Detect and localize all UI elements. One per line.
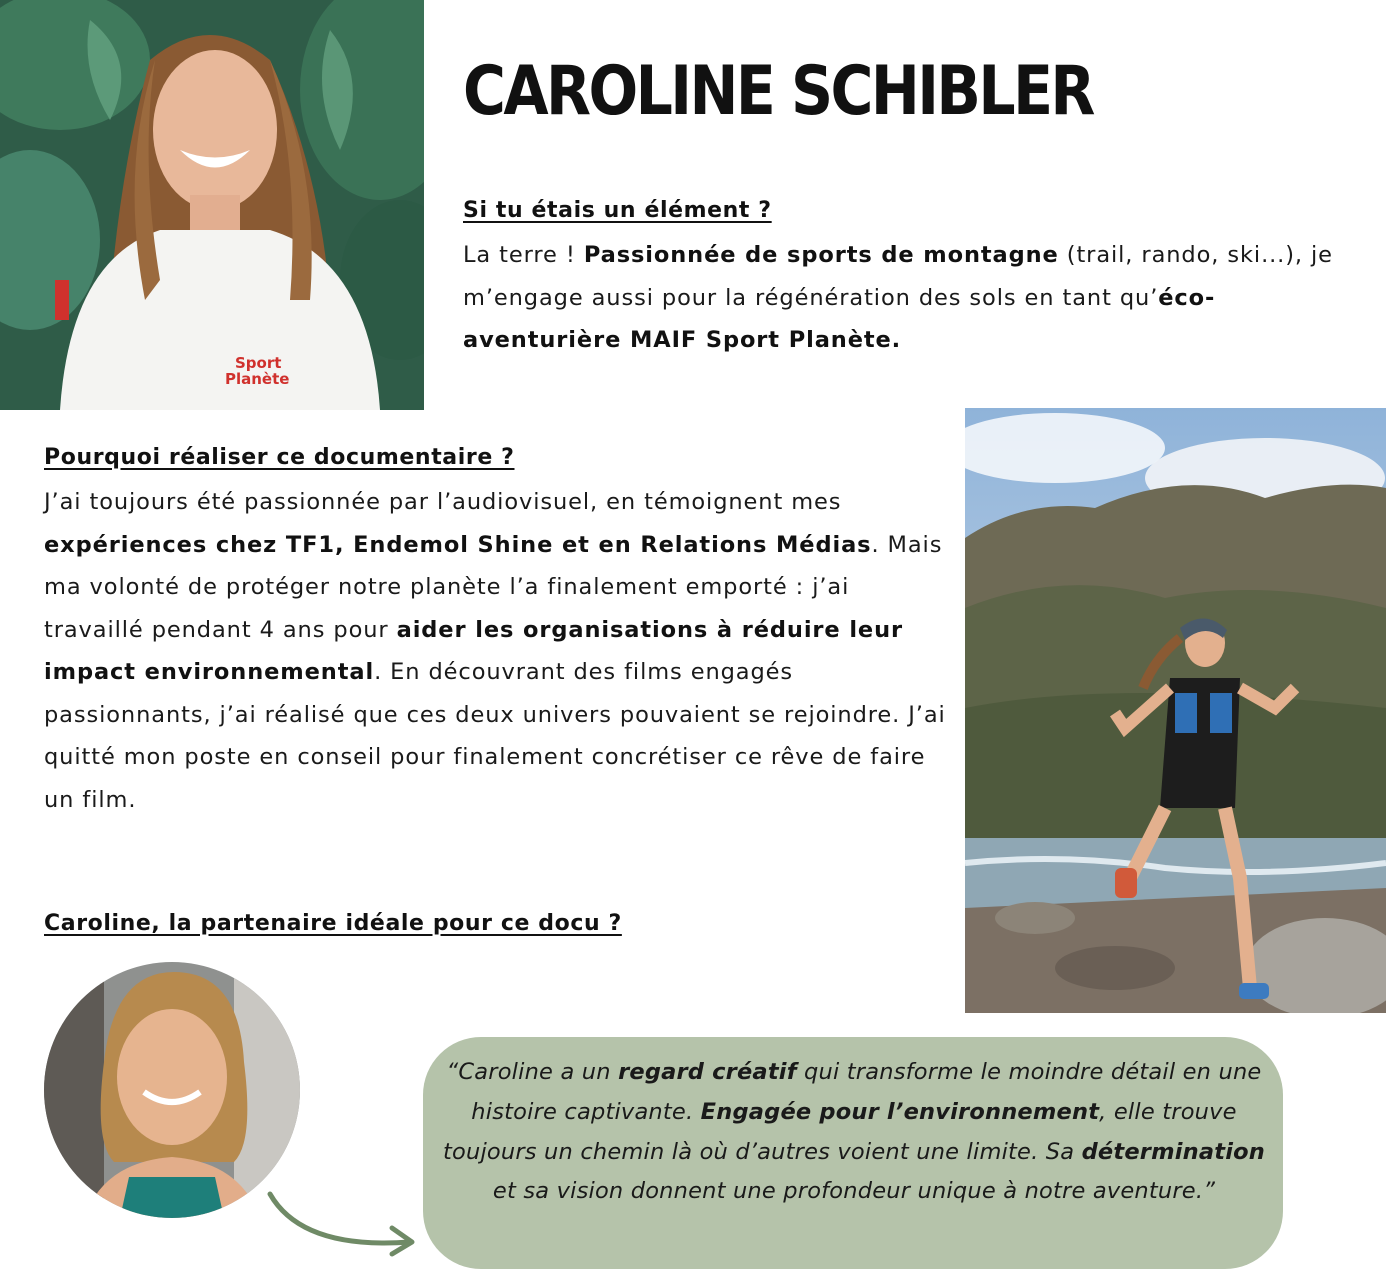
testimonial-quote: [438, 1053, 1270, 1212]
why-documentary-heading: Pourquoi réaliser ce documentaire ?: [44, 445, 515, 470]
element-question-heading: Si tu étais un élément ?: [463, 198, 772, 223]
avatar: [44, 962, 300, 1218]
emphasis-run: éco-aventurière MAIF Sport Planète.: [463, 284, 1216, 353]
emphasis-run: regard créatif: [618, 1059, 797, 1085]
why-documentary-paragraph: [44, 481, 954, 821]
emphasis-run: Passionnée de sports de montagne: [583, 242, 1059, 268]
arrow-icon: [262, 1188, 422, 1258]
text-run: J’ai toujours été passionnée par l’audiovisuel, en témoignent mes: [44, 489, 842, 515]
text-run: (trail, rando, ski...), je m’engage aussi pour la régénération des sols en tant qu’: [463, 242, 1333, 311]
ideal-partner-heading: Caroline, la partenaire idéale pour ce docu ?: [44, 911, 622, 936]
text-run: qui transforme le moindre détail en une histoire captivante.: [471, 1059, 1262, 1125]
svg-text:Sport: Sport: [235, 354, 282, 372]
page-title: CAROLINE SCHIBLER: [463, 52, 1093, 131]
text-run: . En découvrant des films engagés passionnants, j’ai réalisé que ces deux univers pouvaient se rejoindre. J’ai quitté mon poste en conseil pour finalement concrétiser ce rêve de faire un film.: [44, 659, 946, 813]
svg-text:Planète: Planète: [225, 370, 290, 388]
emphasis-run: expériences chez TF1, Endemol Shine et en Relations Médias: [44, 531, 872, 558]
text-run: . Mais ma volonté de protéger notre planète l’a finalement emporté : j’ai travaillé pendant 4 ans pour: [44, 531, 943, 643]
text-run: et sa vision donnent une profondeur unique à notre aventure.”: [492, 1178, 1216, 1205]
emphasis-run: aider les organisations à réduire leur impact environnemental: [44, 616, 904, 685]
emphasis-run: détermination: [1081, 1138, 1265, 1165]
element-answer-paragraph: [463, 234, 1363, 362]
emphasis-run: Engagée pour l’environnement: [700, 1098, 1100, 1125]
portrait-photo: [0, 0, 424, 410]
trail-running-photo: [965, 408, 1386, 1013]
text-run: “Caroline a un: [446, 1059, 619, 1085]
text-run: , elle trouve toujours un chemin là où d’autres voient une limite. Sa: [443, 1098, 1237, 1165]
text-run: La terre !: [463, 242, 584, 268]
